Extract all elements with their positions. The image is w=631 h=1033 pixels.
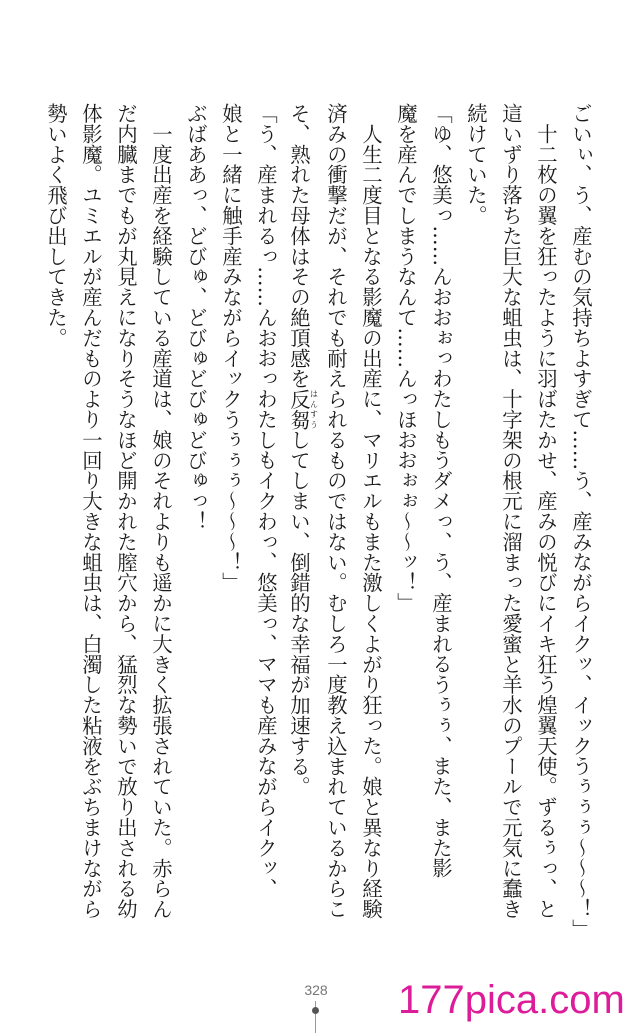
ruby-reading: はんすう <box>309 388 319 430</box>
page-number: 328 <box>304 982 328 998</box>
vertical-text-block <box>38 103 598 940</box>
text-column: 十二枚の翼を狂ったように羽ばたかせ、産みの悦びにイキ狂う煌翼天使。ずるぅっ、と <box>534 103 558 919</box>
text-column: ぶばああっ、どびゅ、どびゅどびゅどびゅっ！ <box>184 103 208 532</box>
text-column: 「ゆ、悠美っ……んおおぉっわたしもうダメっ、う、産まれるうぅぅ、また、また影 <box>429 103 453 879</box>
text-segment: してしまい、倒錯的な幸福が加速する。 <box>287 429 311 797</box>
text-column: 人生二度目となる影魔の出産に、マリエルもまた激しくよがり狂った。娘と異なり経験 <box>359 103 383 919</box>
text-column: 済みの衝撃だが、それでも耐えられるものではない。むしろ一度教え込まれているからこ <box>324 103 348 919</box>
text-column: 一度出産を経験している産道は、娘のそれよりも遥かに大きく拡張されていた。赤らん <box>149 103 173 919</box>
text-segment: そ、熟れた母体はその絶頂感を <box>287 103 311 389</box>
text-column: 勢いよく飛び出してきた。 <box>44 103 68 348</box>
page-marker-dot-icon <box>312 1007 319 1014</box>
ruby-annotation <box>287 388 319 430</box>
text-column: だ内臓までもが丸見えになりそうなほど開かれた膣穴から、猛烈な勢いで放り出される幼 <box>114 103 138 919</box>
ruby-base: 反芻 <box>287 388 311 430</box>
text-column: 体影魔。ユミエルが産んだものより一回り大きな蛆虫は、白濁した粘液をぶちまけながら <box>79 103 103 919</box>
text-column: 魔を産んでしまうなんて……んっほおおぉぉ〜〜ッ！」 <box>394 103 418 613</box>
text-column-with-ruby <box>283 103 318 929</box>
text-column: 「う、産まれるっ……んおおっわたしもイクわっ、悠美っ、ママも産みながらイクッ、 <box>254 103 278 899</box>
page-marker-line <box>315 1001 316 1033</box>
text-column: 娘と一緒に触手産みながらイックうぅぅぅ〜〜〜！」 <box>219 103 243 593</box>
watermark-text: 177pica.com <box>398 978 625 1022</box>
text-column: 続けていた。 <box>464 103 488 226</box>
text-column: ごいぃ、う、産むの気持ちよすぎて……う、産みながらイクッ、イックうぅぅぅ〜〜〜！」 <box>569 103 593 940</box>
text-column: 這いずり落ちた巨大な蛆虫は、十字架の根元に溜まった愛蜜と羊水のプールで元気に蠢き <box>499 103 523 919</box>
